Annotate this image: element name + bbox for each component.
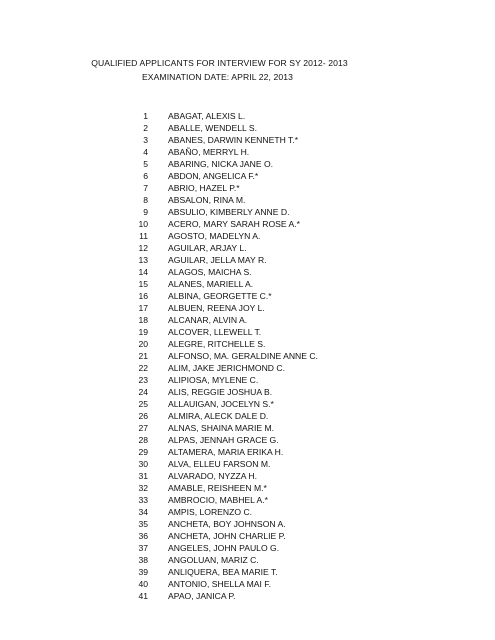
applicant-name: ALIPIOSA, MYLENE C. [168,375,259,385]
applicant-number: 22 [138,363,148,373]
applicant-number: 3 [143,135,148,145]
applicant-name: ALIS, REGGIE JOSHUA B. [168,387,273,397]
list-item [0,326,495,338]
applicant-name: APAO, JANICA P. [168,591,236,601]
applicant-number: 35 [138,519,148,529]
applicant-name: ANCHETA, BOY JOHNSON A. [168,519,286,529]
applicant-name: ALCANAR, ALVIN A. [168,315,248,325]
applicant-name: ALLAUIGAN, JOCELYN S.* [168,399,274,409]
applicant-number: 37 [138,543,148,553]
applicant-number: 1 [143,111,148,121]
applicant-name: ALBINA, GEORGETTE C.* [168,291,272,301]
list-item [0,218,495,230]
applicant-name: ABANES, DARWIN KENNETH T.* [168,135,299,145]
list-item [0,530,495,542]
applicant-number: 13 [138,255,148,265]
applicant-name: ALVARADO, NYZZA H. [168,471,257,481]
list-item [0,566,495,578]
list-item [0,554,495,566]
applicant-number: 20 [138,339,148,349]
applicant-number: 14 [138,267,148,277]
applicant-name: ANGOLUAN, MARIZ C. [168,555,259,565]
list-item [0,266,495,278]
applicant-number: 33 [138,495,148,505]
applicant-name: ALAGOS, MAICHA S. [168,267,252,277]
applicant-number: 2 [143,123,148,133]
list-item [0,290,495,302]
applicant-name: ALIM, JAKE JERICHMOND C. [168,363,285,373]
applicant-number: 25 [138,399,148,409]
applicant-name: AMABLE, REISHEEN M.* [168,483,267,493]
applicant-name: ALFONSO, MA. GERALDINE ANNE C. [168,351,318,361]
list-item [0,446,495,458]
applicant-number: 16 [138,291,148,301]
list-item [0,422,495,434]
applicant-number: 23 [138,375,148,385]
applicant-name: ALPAS, JENNAH GRACE G. [168,435,279,445]
applicant-number: 9 [143,207,148,217]
applicant-name: ABRIO, HAZEL P.* [168,183,240,193]
list-item [0,458,495,470]
list-item [0,578,495,590]
applicant-name: AGUILAR, ARJAY L. [168,243,247,253]
applicant-number: 36 [138,531,148,541]
list-item [0,338,495,350]
applicant-number: 29 [138,447,148,457]
applicant-name: AGOSTO, MADELYN A. [168,231,261,241]
applicant-number: 40 [138,579,148,589]
applicant-name: ABDON, ANGELICA F.* [168,171,259,181]
document-title: QUALIFIED APPLICANTS FOR INTERVIEW FOR SY 2012- 2013 [91,58,348,68]
applicant-name: ABSALON, RINA M. [168,195,246,205]
list-item [0,134,495,146]
list-item [0,158,495,170]
list-item [0,362,495,374]
applicant-number: 31 [138,471,148,481]
applicant-name: ANTONIO, SHELLA MAI F. [168,579,271,589]
applicant-name: ALTAMERA, MARIA ERIKA H. [168,447,284,457]
applicant-number: 41 [138,591,148,601]
list-item [0,314,495,326]
applicant-name: ANLIQUERA, BEA MARIE T. [168,567,278,577]
applicant-number: 38 [138,555,148,565]
applicant-name: ANCHETA, JOHN CHARLIE P. [168,531,286,541]
applicant-number: 24 [138,387,148,397]
applicant-number: 11 [139,231,148,241]
list-item [0,254,495,266]
list-item [0,206,495,218]
applicant-number: 26 [138,411,148,421]
list-item [0,182,495,194]
applicant-number: 34 [138,507,148,517]
applicant-name: ABSULIO, KIMBERLY ANNE D. [168,207,290,217]
applicant-number: 10 [138,219,148,229]
applicant-number: 39 [138,567,148,577]
applicant-number: 30 [138,459,148,469]
applicant-name: ALCOVER, LLEWELL T. [168,327,262,337]
list-item [0,110,495,122]
list-item [0,506,495,518]
applicant-name: ABALLE, WENDELL S. [168,123,257,133]
applicant-name: ACERO, MARY SARAH ROSE A.* [168,219,300,229]
list-item [0,374,495,386]
list-item [0,350,495,362]
applicant-name: ANGELES, JOHN PAULO G. [168,543,280,553]
list-item [0,230,495,242]
applicant-number: 28 [138,435,148,445]
applicant-number: 12 [138,243,148,253]
list-item [0,542,495,554]
applicant-name: ABAGAT, ALEXIS L. [168,111,246,121]
applicant-number: 32 [138,483,148,493]
applicant-number: 17 [138,303,148,313]
applicant-name: ABAÑO, MERRYL H. [168,147,250,157]
applicant-number: 7 [143,183,148,193]
applicant-name: AGUILAR, JELLA MAY R. [168,255,267,265]
list-item [0,518,495,530]
list-item [0,194,495,206]
applicant-number: 6 [143,171,148,181]
list-item [0,302,495,314]
applicant-name: ABARING, NICKA JANE O. [168,159,274,169]
list-item [0,410,495,422]
list-item [0,242,495,254]
list-item [0,482,495,494]
list-item [0,398,495,410]
applicant-name: ALBUEN, REENA JOY L. [168,303,265,313]
applicant-list [0,110,495,602]
applicant-number: 4 [143,147,148,157]
list-item [0,146,495,158]
applicant-name: ALVA, ELLEU FARSON M. [168,459,271,469]
applicant-number: 5 [143,159,148,169]
applicant-number: 19 [138,327,148,337]
applicant-number: 27 [138,423,148,433]
applicant-number: 21 [138,351,148,361]
applicant-name: AMPIS, LORENZO C. [168,507,253,517]
list-item [0,278,495,290]
list-item [0,170,495,182]
applicant-number: 15 [138,279,148,289]
examination-date: EXAMINATION DATE: APRIL 22, 2013 [141,72,294,82]
applicant-name: ALEGRE, RITCHELLE S. [168,339,266,349]
applicant-name: AMBROCIO, MABHEL A.* [168,495,268,505]
applicant-name: ALMIRA, ALECK DALE D. [168,411,269,421]
list-item [0,386,495,398]
list-item [0,590,495,602]
list-item [0,122,495,134]
list-item [0,494,495,506]
list-item [0,434,495,446]
applicant-number: 8 [143,195,148,205]
list-item [0,470,495,482]
applicant-name: ALNAS, SHAINA MARIE M. [168,423,275,433]
applicant-number: 18 [138,315,148,325]
applicant-name: ALANES, MARIELL A. [168,279,254,289]
